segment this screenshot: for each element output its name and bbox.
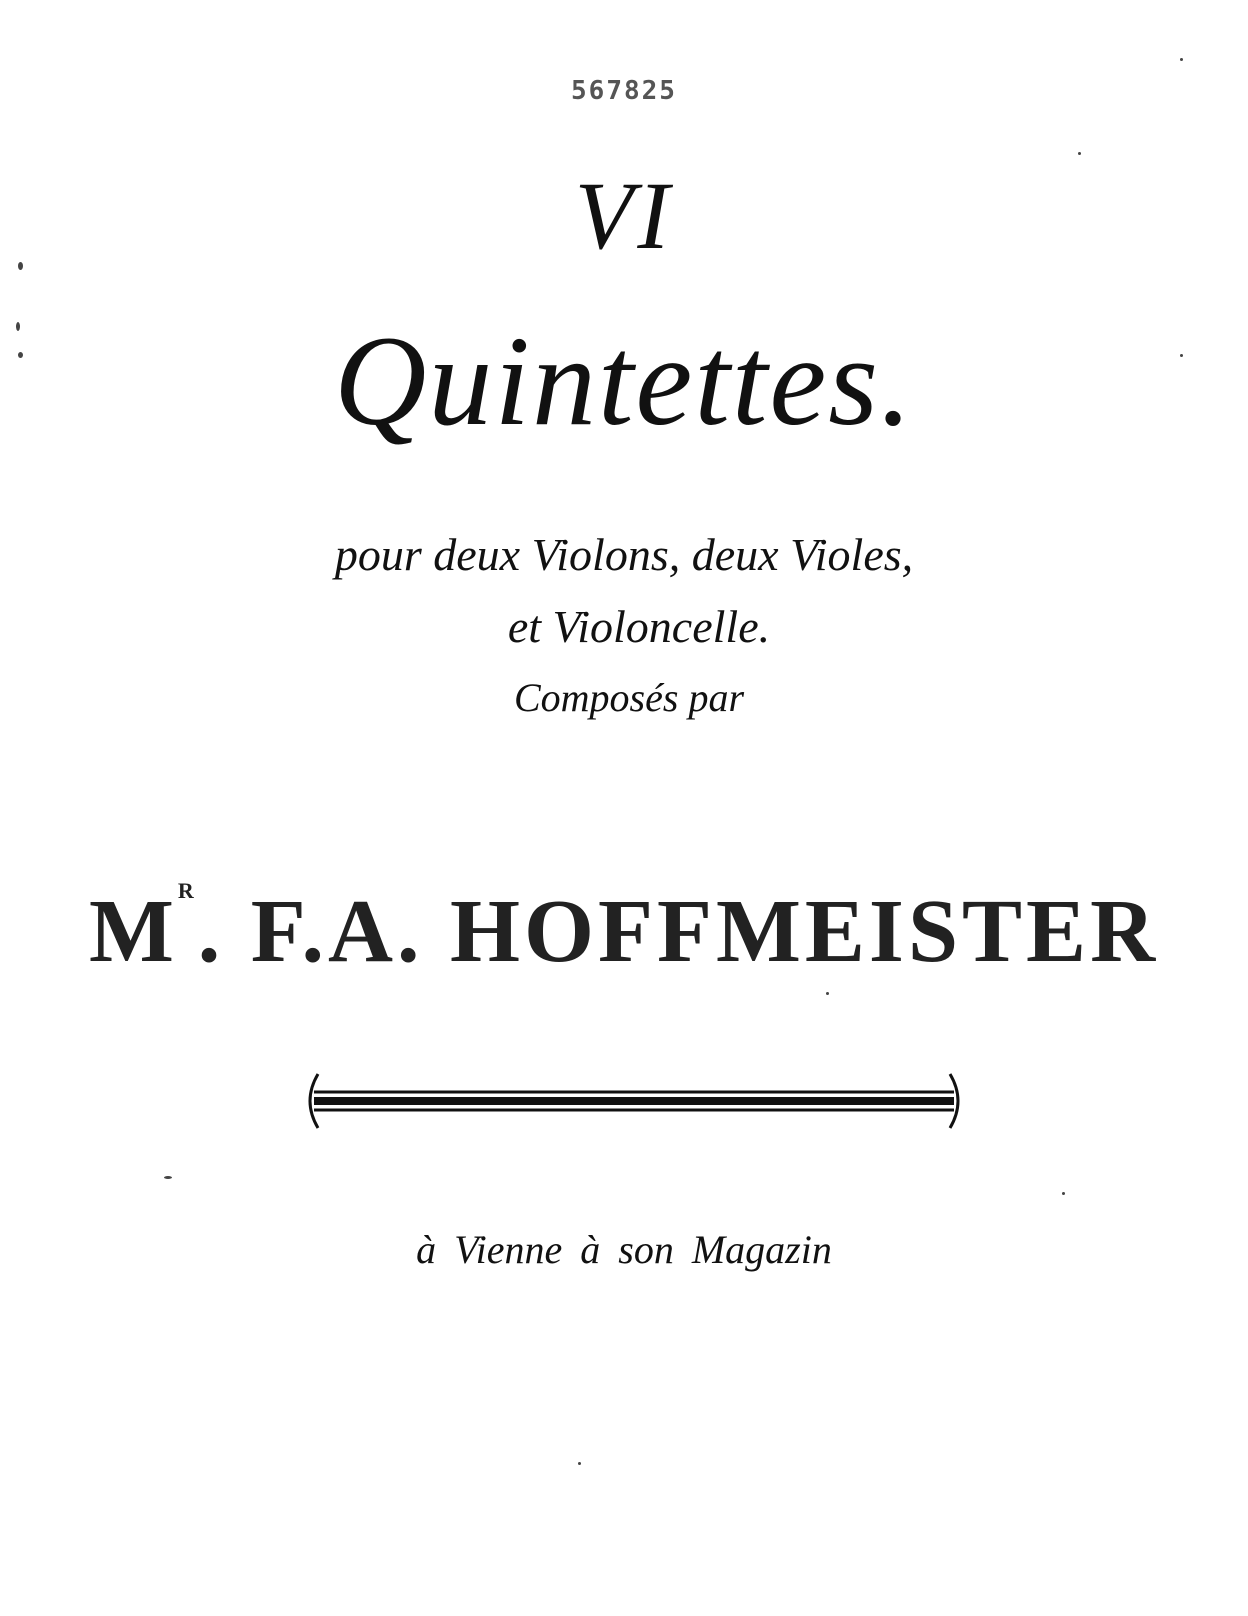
paper-speck xyxy=(164,1176,172,1179)
imprint: à Vienne à son Magazin xyxy=(416,1227,832,1272)
paper-speck xyxy=(1078,152,1081,155)
composed-by-label: Composés par xyxy=(513,675,745,720)
instrumentation-line-2: et Violoncelle. xyxy=(507,601,771,652)
instrumentation-line-1: pour deux Violons, deux Violes, xyxy=(334,529,914,580)
ornamental-rule xyxy=(300,1066,968,1136)
paper-speck xyxy=(18,262,23,270)
volume-numeral: VI xyxy=(574,162,674,269)
composer-title: M xyxy=(88,882,178,981)
composer-name: $M^R$. F.A. HOFFMEISTER xyxy=(88,878,1160,981)
work-title: Quintettes. xyxy=(333,310,915,452)
paper-speck xyxy=(1062,1192,1065,1195)
paper-speck xyxy=(16,322,20,331)
paper-speck xyxy=(18,352,23,358)
composer-full-name: F.A. HOFFMEISTER xyxy=(250,882,1160,981)
paper-speck xyxy=(578,1462,581,1465)
paper-speck xyxy=(1180,58,1183,61)
catalog-number-stamp: 567825 xyxy=(571,76,677,106)
paper-speck xyxy=(826,992,829,995)
composer-title-superscript: R xyxy=(177,878,198,903)
paper-speck xyxy=(1180,354,1183,357)
